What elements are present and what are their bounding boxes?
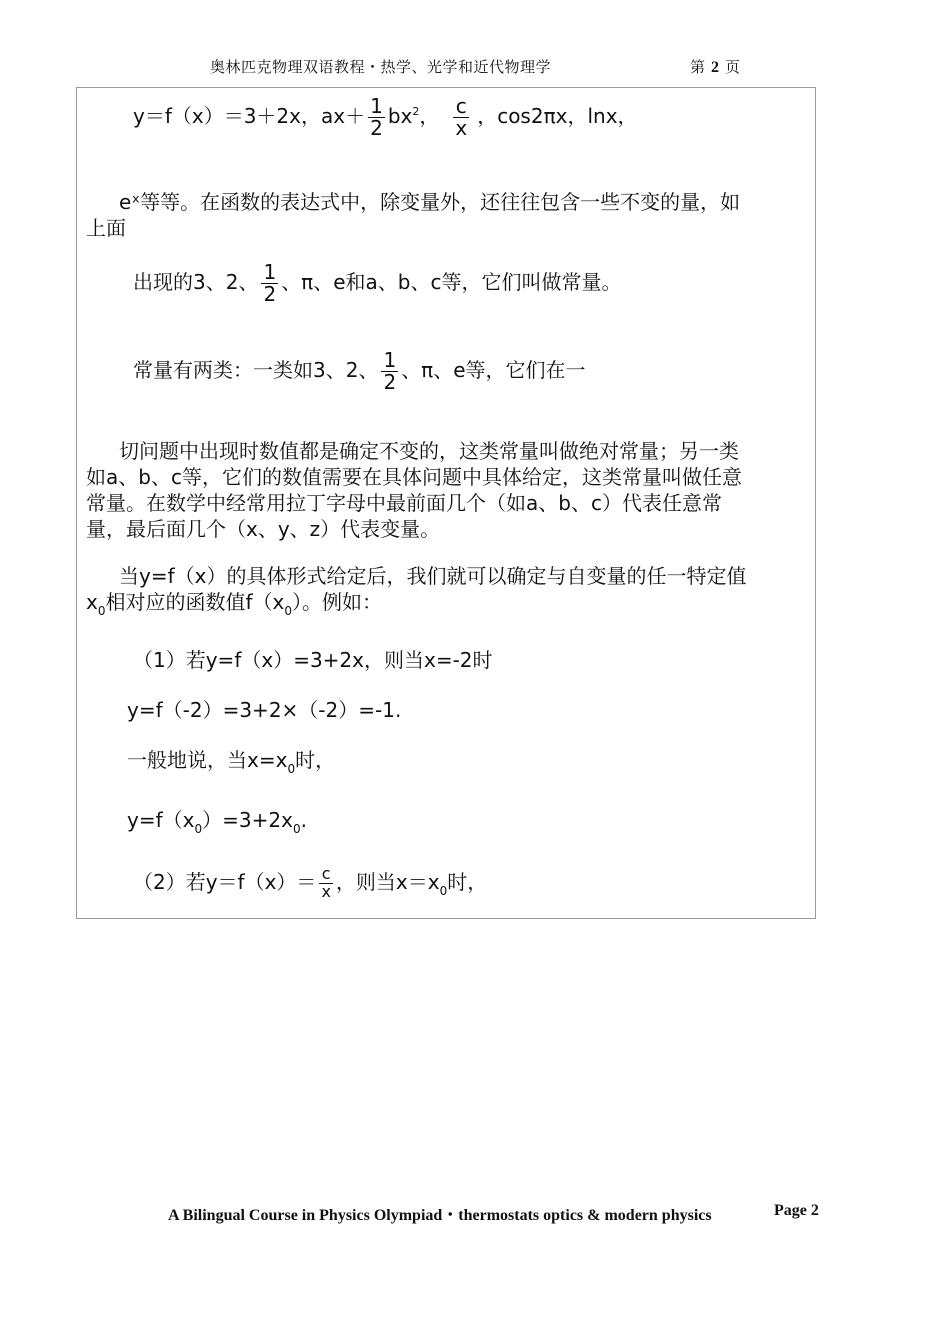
example-1: （1）若y=f（x）=3+2x，则当x=-2时 xyxy=(133,648,493,672)
constants-line: 出现的3、2、 $\frac{1}{2}$ 、π、e和a、b、c等，它们叫做常量。 xyxy=(133,260,622,306)
header-page-number xyxy=(690,56,740,77)
paragraph-2-line-1: 切问题中出现时数值都是确定不变的，这类常量叫做绝对常量；另一类 xyxy=(119,439,739,463)
constant-types-line: 常量有两类：一类如3、2、 $\frac{1}{2}$ 、π、e等，它们在一 xyxy=(133,348,586,394)
paragraph-1-line-2: 上面 xyxy=(86,216,126,240)
example-1-calculation: y=f（-2）=3+2×（-2）=-1. xyxy=(127,698,402,722)
fraction-half: $\frac{1}{2}$ xyxy=(370,94,383,140)
fraction-half: $\frac{1}{2}$ xyxy=(383,348,397,394)
paragraph-2-line-4: 量，最后面几个（x、y、z）代表变量。 xyxy=(86,517,441,541)
header-page-prefix: 第 xyxy=(690,58,706,76)
function-examples-line xyxy=(133,96,638,139)
paragraph-2-line-2: 如a、b、c等，它们的数值需要在具体问题中具体给定，这类常量叫做任意 xyxy=(86,465,742,489)
fraction-c-over-x: $\frac{c}{x}$ xyxy=(455,94,468,140)
fraction-c-over-x: $\frac{c}{x}$ xyxy=(321,864,331,901)
scanned-content-frame xyxy=(76,87,816,919)
expr-part-d: ，cos2πx，lnx， xyxy=(477,104,638,128)
expr-part-b: bx xyxy=(387,104,413,128)
header-page-num: 2 xyxy=(711,59,720,76)
expr-part-c: ， xyxy=(419,104,440,128)
header-page-suffix: 页 xyxy=(725,58,741,76)
general-statement: 一般地说，当$x=x_0$时， xyxy=(127,748,336,776)
footer-title: A Bilingual Course in Physics Olympiad・thermostats optics & modern physics xyxy=(168,1207,712,1224)
general-equation: $y=f(x_0)=3+2x_0$. xyxy=(127,808,307,836)
paragraph-3-line-1: 当y=f（x）的具体形式给定后，我们就可以确定与自变量的任一特定值 xyxy=(119,564,747,588)
paragraph-3-line-2: $x_0$相对应的函数值$f(x_0)$。例如： xyxy=(86,590,383,618)
exponent: 2 xyxy=(412,105,420,118)
paragraph-1-line-1: eˣ等等。在函数的表达式中，除变量外，还往往包含一些不变的量，如 xyxy=(119,190,741,214)
example-2: （2）若y＝f（x）＝ $\frac{c}{x}$ ，则当$x=x_0$时， xyxy=(133,864,488,901)
footer-page-label: Page 2 xyxy=(774,1202,819,1219)
expr-part-a: y＝f（x）＝3＋2x，ax＋ xyxy=(133,104,366,128)
fraction-half: $\frac{1}{2}$ xyxy=(263,260,277,306)
header-title: 奥林匹克物理双语教程・热学、光学和近代物理学 xyxy=(210,58,552,76)
paragraph-2-line-3: 常量。在数学中经常用拉丁字母中最前面几个（如a、b、c）代表任意常 xyxy=(86,491,722,515)
